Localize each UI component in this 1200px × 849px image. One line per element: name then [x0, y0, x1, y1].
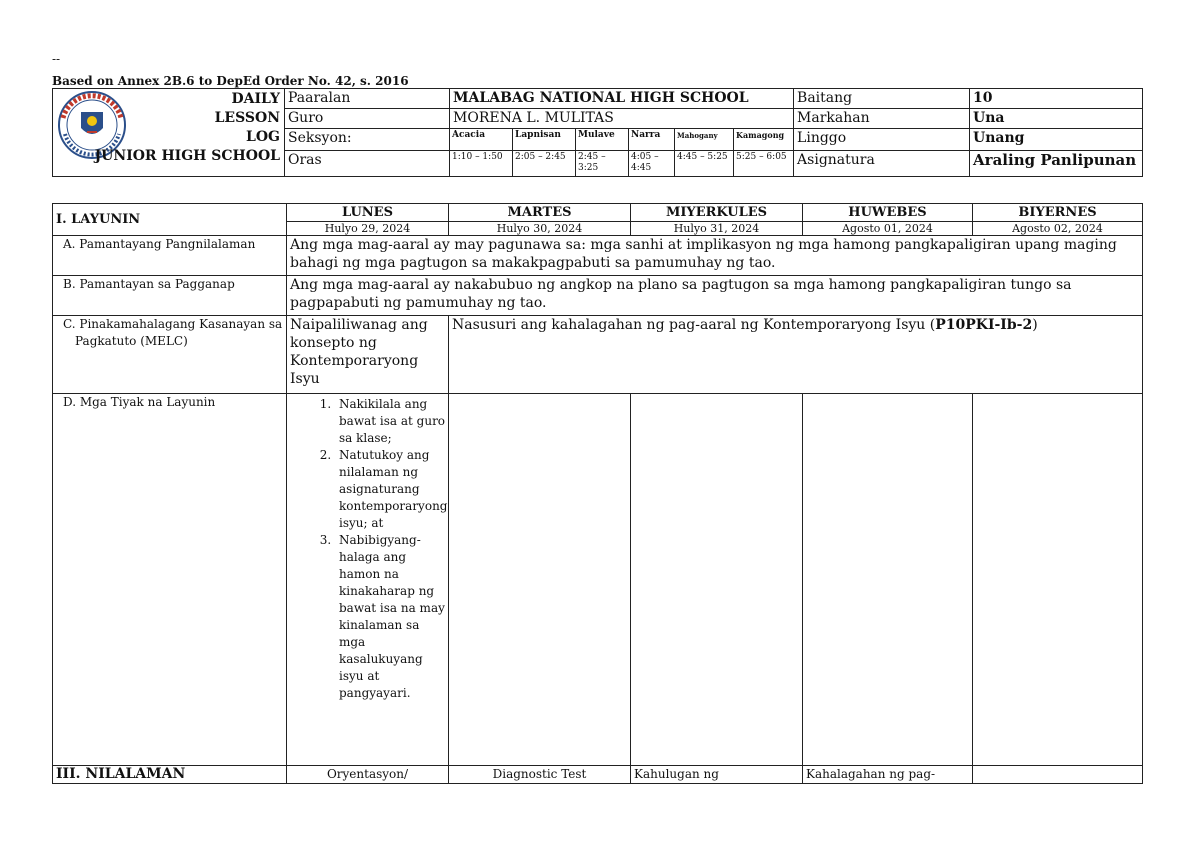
dll-title: DAILY LESSON LOG JUNIOR HIGH SCHOOL [94, 91, 280, 164]
day-martes: MARTES Hulyo 30, 2024 [449, 204, 631, 236]
header-title-cell [53, 89, 285, 177]
list-item: 1. Nakikilala ang bawat isa at guro sa klase; [335, 396, 448, 447]
melc-monday: Naipaliliwanag ang konsepto ng Kontemporaryong Isyu [287, 316, 449, 394]
empty-cell [973, 394, 1143, 766]
time-slot: 1:10 – 1:50 [450, 151, 513, 177]
nilalaman-cell: Kahulugan ng [631, 766, 803, 784]
nilalaman-cell: Kahalagahan ng pag- [803, 766, 973, 784]
section-mahogany: Mahogany [675, 129, 734, 151]
pamantayan-pagganap-text: Ang mga mag-aaral ay nakabubuo ng angkop na plano sa pagtugon sa mga hamong pangkapaligiran tungo sa pagpapabuti ng pamumuhay ng tao. [287, 276, 1143, 316]
pamantayang-pangnilalaman-text: Ang mga mag-aaral ay may pagunawa sa: mga sanhi at implikasyon ng mga hamong pangkapaligiran upang maging bahagi ng mga pagtugon sa makakpagpabuti sa pamumuhay ng tao. [287, 236, 1143, 276]
baitang-label: Baitang [794, 89, 970, 109]
empty-cell [803, 394, 973, 766]
tiyak-na-layunin-label: D. Mga Tiyak na Layunin [53, 394, 287, 766]
markahan-value: Una [970, 109, 1143, 129]
melc-code: P10PKI-Ib-2 [935, 317, 1033, 333]
paaralan-value: MALABAG NATIONAL HIGH SCHOOL [450, 89, 794, 109]
time-slot: 5:25 – 6:05 [734, 151, 794, 177]
guro-value: MORENA L. MULITAS [450, 109, 794, 129]
section-mulave: Mulave [576, 129, 629, 151]
day-lunes: LUNES Hulyo 29, 2024 [287, 204, 449, 236]
pamantayang-pangnilalaman-label: A. Pamantayang Pangnilalaman [53, 236, 287, 276]
asignatura-value: Araling Panlipunan [970, 151, 1143, 177]
time-slot: 2:05 – 2:45 [513, 151, 576, 177]
guro-label: Guro [285, 109, 450, 129]
oras-label: Oras [285, 151, 450, 177]
list-item: 2. Natutukoy ang nilalaman ng asignaturang kontemporaryong isyu; at [335, 447, 448, 532]
day-miyerkules: MIYERKULES Hulyo 31, 2024 [631, 204, 803, 236]
day-huwebes: HUWEBES Agosto 01, 2024 [803, 204, 973, 236]
section-kamagong: Kamagong [734, 129, 794, 151]
section-narra: Narra [629, 129, 675, 151]
empty-cell [631, 394, 803, 766]
nilalaman-cell: Oryentasyon/ [287, 766, 449, 784]
header-table [52, 88, 1143, 177]
annex-reference: Based on Annex 2B.6 to DepEd Order No. 42, s. 2016 [52, 74, 409, 88]
linggo-value: Unang [970, 129, 1143, 151]
time-slot: 4:05 – 4:45 [629, 151, 675, 177]
tiyak-na-layunin-list [287, 394, 449, 766]
melc-label: C. Pinakamahalagang Kasanayan sa Pagkatuto (MELC) [53, 316, 287, 394]
lesson-table [52, 203, 1143, 784]
nilalaman-heading: III. NILALAMAN [53, 766, 287, 784]
empty-cell [449, 394, 631, 766]
seksyon-label: Seksyon: [285, 129, 450, 151]
section-lapnisan: Lapnisan [513, 129, 576, 151]
markahan-label: Markahan [794, 109, 970, 129]
paaralan-label: Paaralan [285, 89, 450, 109]
nilalaman-cell: Diagnostic Test [449, 766, 631, 784]
baitang-value: 10 [970, 89, 1143, 109]
list-item: 3. Nabibigyang-halaga ang hamon na kinakaharap ng bawat isa na may kinalaman sa mga kasalukuyang isyu at pangyayari. [335, 532, 448, 702]
nilalaman-cell [973, 766, 1143, 784]
day-biyernes: BIYERNES Agosto 02, 2024 [973, 204, 1143, 236]
linggo-label: Linggo [794, 129, 970, 151]
asignatura-label: Asignatura [794, 151, 970, 177]
pamantayan-pagganap-label: B. Pamantayan sa Pagganap [53, 276, 287, 316]
time-slot: 4:45 – 5:25 [675, 151, 734, 177]
melc-rest: Nasusuri ang kahalagahan ng pag-aaral ng Kontemporaryong Isyu (P10PKI-Ib-2) [449, 316, 1143, 394]
section-acacia: Acacia [450, 129, 513, 151]
page-dash: -- [52, 52, 61, 66]
time-slot: 2:45 – 3:25 [576, 151, 629, 177]
layunin-heading: I. LAYUNIN [53, 204, 287, 236]
